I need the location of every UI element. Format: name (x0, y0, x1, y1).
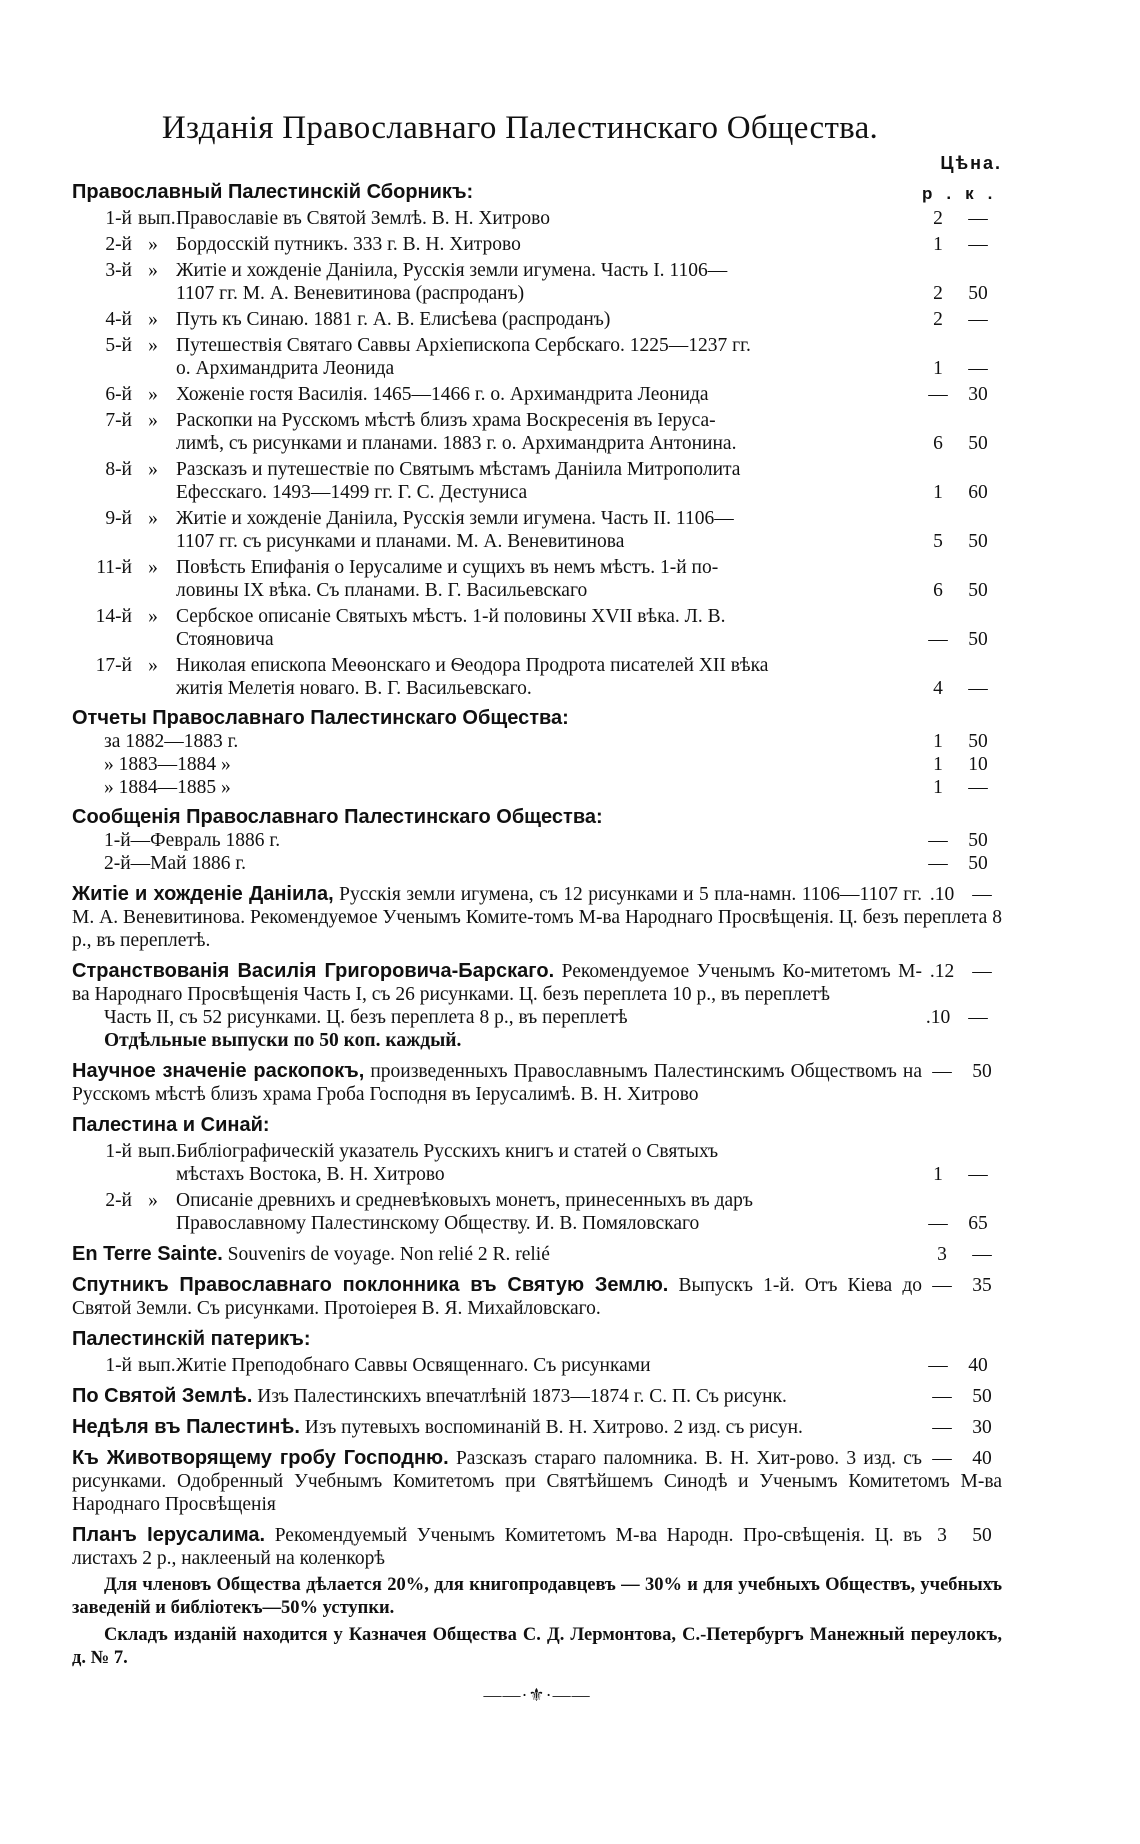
price (922, 1447, 1002, 1470)
price-kop: 50 (972, 1386, 992, 1407)
issue-mark: » (148, 1190, 158, 1211)
list-item-line (72, 409, 1002, 432)
item-text: Житіе Преподобнаго Саввы Освященнаго. Съ рисунками (176, 1355, 651, 1376)
price-kop: 35 (972, 1275, 992, 1296)
list-item (72, 852, 1002, 875)
item-number (72, 654, 176, 677)
entry-title: Къ Животворящему гробу Господню. (72, 1447, 449, 1469)
issue-number: 7-й (105, 410, 132, 431)
price-rub: — (928, 1213, 948, 1234)
issue-mark: » (148, 508, 158, 529)
price-rub: 1 (933, 234, 943, 255)
issue-number: 6-й (105, 384, 132, 405)
price-rub: — (928, 1355, 948, 1376)
item-text: за 1882—1883 г. (104, 731, 239, 752)
soobshcheniya-list (72, 829, 1002, 875)
entry-zhitie (72, 883, 1002, 952)
list-item-line (72, 628, 1002, 651)
issue-number: 14-й (95, 606, 132, 627)
entry-po-svyatoy (72, 1385, 1002, 1408)
item-text: Путь къ Синаю. 1881 г. А. В. Елисѣева (распроданъ) (176, 309, 611, 330)
issue-mark: » (148, 606, 158, 627)
list-item-line (72, 233, 1002, 256)
currency-units (922, 182, 1007, 206)
item-text: 1107 гг. М. А. Веневитинова (распроданъ) (176, 283, 525, 304)
price-kop: 50 (968, 830, 988, 851)
item-text: Сербское описаніе Святыхъ мѣстъ. 1-й половины XVII вѣка. Л. В. (176, 606, 726, 627)
price-rub: .10 (929, 884, 955, 905)
item-number (72, 308, 176, 331)
list-item-line (72, 507, 1002, 530)
price-rub: 3 (937, 1244, 947, 1265)
price-rub: — (928, 853, 948, 874)
item-text: 1107 гг. съ рисунками и планами. М. А. Веневитинова (176, 531, 625, 552)
item-text: Житіе и хожденіе Даніила, Русскія земли игумена. Часть I. 1106— (176, 260, 728, 281)
list-item (72, 730, 1002, 753)
entry-title: En Terre Sainte. (72, 1243, 223, 1265)
price-column-header (72, 152, 1002, 174)
entry-body: Русскія земли игумена, съ 12 рисунками и 5 пла-намн. 1106—1107 гг. М. А. Веневитинова. Рекомендуемое Ученымъ Комите-томъ М-ва Народнаго Просвѣщенія. Ц. безъ переплета 8 р., въ переплетѣ. (72, 884, 1002, 951)
price (922, 1060, 1002, 1083)
list-item-line (72, 259, 1002, 282)
list-item-line (72, 383, 1002, 406)
entry-pateryk (72, 1328, 1002, 1377)
item-text: Путешествія Святаго Саввы Архіепископа Сербскаго. 1225—1237 гг. (176, 335, 751, 356)
price-kop: — (968, 1007, 988, 1028)
issue-mark: » (148, 234, 158, 255)
price-rub: .10 (925, 1007, 951, 1028)
price-kop: — (968, 678, 988, 699)
price-rub: 1 (933, 358, 943, 379)
price-rub: 2 (933, 208, 943, 229)
item-text: Раскопки на Русскомъ мѣстѣ близъ храма Воскресенія въ Іеруса- (176, 410, 716, 431)
price (922, 883, 1002, 906)
catalog-content (72, 152, 1007, 1707)
price-kop: — (968, 309, 988, 330)
item-text: Описаніе древнихъ и средневѣковыхъ монетъ, принесенныхъ въ даръ (176, 1190, 753, 1211)
price (922, 1385, 1002, 1408)
issue-mark: » (148, 309, 158, 330)
entry-title: Недѣля въ Палестинѣ. (72, 1416, 300, 1438)
entry-title: Житіе и хожденіе Даніила, (72, 883, 334, 905)
entry-sputnik (72, 1274, 1002, 1320)
section-heading-sbornik (72, 180, 1007, 204)
issue-mark: » (148, 410, 158, 431)
price-rub: 1 (933, 731, 943, 752)
item-number (72, 458, 176, 481)
issue-number: 3-й (105, 260, 132, 281)
issue-number: 1-й (105, 1355, 132, 1376)
item-text: 2-й—Май 1886 г. (104, 853, 247, 874)
price-kop: — (968, 777, 988, 798)
list-item-line (72, 605, 1002, 628)
entry-palestina (72, 1114, 1002, 1235)
list-item (72, 753, 1002, 776)
price (922, 1274, 1002, 1297)
item-number (72, 1189, 176, 1212)
price (922, 1243, 1002, 1266)
item-text: Николая епископа Меѳонскаго и Ѳеодора Продрота писателей XII вѣка (176, 655, 769, 676)
price (922, 1416, 1002, 1439)
price (922, 960, 1002, 983)
warehouse-note: Складъ изданій находится у Казначея Общества С. Д. Лермонтова, С.-Петербургъ Манежный переулокъ, д. № 7. (72, 1625, 1002, 1668)
price-kop: 40 (972, 1448, 992, 1469)
sbornik-list (72, 207, 1002, 700)
price-rub: — (928, 384, 948, 405)
item-number (72, 334, 176, 357)
item-text: Православному Палестинскому Обществу. И. В. Помяловскаго (176, 1213, 700, 1234)
price-rub: 1 (933, 482, 943, 503)
price-kop: 50 (972, 1061, 992, 1082)
list-item-line (72, 432, 1002, 455)
price-rub: — (932, 1386, 952, 1407)
issue-mark: » (148, 260, 158, 281)
list-item-line (72, 458, 1002, 481)
price-kop: — (972, 884, 992, 905)
issue-number: 8-й (105, 459, 132, 480)
list-item-line (72, 1212, 1002, 1235)
item-number (72, 207, 176, 230)
price-kop: 10 (968, 754, 988, 775)
entry-plan (72, 1524, 1002, 1570)
list-item-line (72, 1354, 1002, 1377)
item-number (72, 259, 176, 282)
item-text: Повѣсть Епифанія о Іерусалиме и сущихъ въ немъ мѣстъ. 1-й по- (176, 557, 719, 578)
list-item-line (72, 207, 1002, 230)
entry-k-zhivotvoryashchemu (72, 1447, 1002, 1516)
entry-terre (72, 1243, 1002, 1266)
list-item-line (72, 677, 1002, 700)
list-item-line (72, 530, 1002, 553)
entry-body: произведенныхъ Православнымъ Палестинскимъ Обществомъ на Русскомъ мѣстѣ близъ храма Гроба Господня въ Іерусалимѣ. В. Н. Хитрово (72, 1061, 922, 1105)
entry-nedelya (72, 1416, 1002, 1439)
price-rub: 6 (933, 580, 943, 601)
item-text: Библіографическій указатель Русскихъ книгъ и статей о Святыхъ (176, 1141, 719, 1162)
item-number (72, 605, 176, 628)
price-kop: 40 (968, 1355, 988, 1376)
page-title: Изданія Православнаго Палестинскаго Общества. (161, 110, 879, 146)
item-number (72, 556, 176, 579)
issue-number: 2-й (105, 234, 132, 255)
item-text: Православіе въ Святой Землѣ. В. Н. Хитрово (176, 208, 550, 229)
price-kop: — (968, 358, 988, 379)
list-item-line (72, 282, 1002, 305)
list-item (72, 829, 1002, 852)
price-kop: — (968, 1164, 988, 1185)
list-item-line (72, 308, 1002, 331)
price-kop: 65 (968, 1213, 988, 1234)
end-ornament: ——·⚜·—— (483, 1685, 591, 1705)
price-rub: — (928, 629, 948, 650)
item-number (72, 233, 176, 256)
price-kop: — (972, 961, 992, 982)
part2-text: Часть II, съ 52 рисунками. Ц. безъ переплета 8 р., въ переплетѣ (104, 1007, 628, 1028)
entry-title: Палестина и Синай: (72, 1114, 270, 1136)
entry-title: По Святой Землѣ. (72, 1385, 253, 1407)
entry-title: Странствованія Василія Григоровича-Барскаго. (72, 960, 555, 982)
list-item-line (72, 357, 1002, 380)
list-item-line (72, 654, 1002, 677)
section-title: Православный Палестинскій Сборникъ: (72, 181, 474, 203)
price-rub: 6 (933, 433, 943, 454)
issue-number: 4-й (105, 309, 132, 330)
entry-body: Рекомендуемый Ученымъ Комитетомъ М-ва Народн. Про-свѣщенія. Ц. въ листахъ 2 р., наклееный на коленкорѣ (72, 1525, 922, 1569)
entry-title: Научное значеніе раскопокъ, (72, 1060, 365, 1082)
item-text: Житіе и хожденіе Даніила, Русскія земли игумена. Часть II. 1106— (176, 508, 734, 529)
price-kop: — (972, 1244, 992, 1265)
price-kop: — (968, 208, 988, 229)
item-text: Стояновича (176, 629, 274, 650)
price-rub: — (932, 1061, 952, 1082)
price-rub: 1 (933, 777, 943, 798)
item-number (72, 1354, 176, 1377)
price-kop: 50 (968, 283, 988, 304)
item-text: Хоженіе гостя Василія. 1465—1466 г. о. Архимандрита Леонида (176, 384, 709, 405)
section-heading-soobshcheniya: Сообщенія Православнаго Палестинскаго Общества: (72, 806, 603, 828)
item-text: ловины IX вѣка. Съ планами. В. Г. Васильевскаго (176, 580, 588, 601)
issue-mark: вып. (138, 1355, 176, 1376)
entry-note: Отдѣльные выпуски по 50 коп. каждый. (104, 1030, 462, 1051)
price-kop: 30 (972, 1417, 992, 1438)
discount-note: Для членовъ Общества дѣлается 20%, для книгопродавцевъ — 30% и для учебныхъ Обществъ, учебныхъ заведеній и библіотекъ—50% уступки. (72, 1575, 1002, 1618)
price-kop: 50 (968, 531, 988, 552)
entry-body: Изъ Палестинскихъ впечатлѣній 1873—1874 г. С. П. Съ рисунк. (252, 1386, 787, 1407)
item-number (72, 409, 176, 432)
entry-nauchnoe (72, 1060, 1002, 1106)
list-item-line (72, 481, 1002, 504)
list-item-line (72, 1163, 1002, 1186)
item-text: Ефесскаго. 1493—1499 гг. Г. С. Дестуниса (176, 482, 528, 503)
price-kop: 50 (968, 433, 988, 454)
price-rub: 3 (937, 1525, 947, 1546)
price-rub: 5 (933, 531, 943, 552)
entry-body: Выпускъ 1-й. Отъ Кіева до Святой Земли. Съ рисунками. Протоіерея В. Я. Михайловскаго. (72, 1275, 922, 1319)
price-rub: 2 (933, 309, 943, 330)
issue-number: 5-й (105, 335, 132, 356)
item-text: лимѣ, съ рисунками и планами. 1883 г. о. Архимандрита Антонина. (176, 433, 737, 454)
issue-number: 17-й (95, 655, 132, 676)
price-rub: — (928, 830, 948, 851)
price-rub: .12 (929, 961, 955, 982)
issue-mark: » (148, 335, 158, 356)
price-kop: 50 (968, 629, 988, 650)
issue-mark: вып. (138, 1141, 176, 1162)
price-rub: — (932, 1417, 952, 1438)
item-text: мѣстахъ Востока, В. Н. Хитрово (176, 1164, 445, 1185)
item-number (72, 383, 176, 406)
entry-body: Разсказъ стараго паломника. В. Н. Хит-рово. 3 изд. съ рисунками. Одобренный Учебнымъ Комитетомъ при Святѣйшемъ Синодѣ и Ученымъ Комитетомъ М-ва Народнаго Просвѣщенія (72, 1448, 1002, 1515)
issue-mark: » (148, 655, 158, 676)
price-rub: 1 (933, 754, 943, 775)
item-number (72, 1140, 176, 1163)
issue-number: 9-й (105, 508, 132, 529)
palestina-list (72, 1140, 1002, 1235)
item-text: Бордосскій путникъ. 333 г. В. Н. Хитрово (176, 234, 521, 255)
price-rub: — (932, 1448, 952, 1469)
pateryk-list (72, 1354, 1002, 1377)
price-kop: 50 (968, 731, 988, 752)
price (922, 1524, 1002, 1547)
issue-mark: » (148, 557, 158, 578)
item-text: 1-й—Февраль 1886 г. (104, 830, 281, 851)
price-label: Цѣна. (940, 153, 1002, 173)
issue-number: 11-й (96, 557, 132, 578)
item-text: о. Архимандрита Леонида (176, 358, 395, 379)
entry-title: Палестинскій патерикъ: (72, 1328, 311, 1350)
price-kop: 60 (968, 482, 988, 503)
item-text: житія Мелетія новаго. В. Г. Васильевскаго. (176, 678, 532, 699)
rub-label: р. (922, 184, 966, 203)
list-item-line (72, 579, 1002, 602)
entry-title: Планъ Іерусалима. (72, 1524, 266, 1546)
item-number (72, 507, 176, 530)
entry-part2 (72, 1006, 1002, 1029)
price-kop: — (968, 234, 988, 255)
entry-stranstvovaniya (72, 960, 1002, 1052)
section-heading-otchety: Отчеты Православнаго Палестинскаго Общества: (72, 707, 569, 729)
entry-body: Souvenirs de voyage. Non relié 2 R. relié (222, 1244, 550, 1265)
otchety-list (72, 730, 1002, 799)
price-rub: 4 (933, 678, 943, 699)
list-item-line (72, 1140, 1002, 1163)
list-item-line (72, 556, 1002, 579)
issue-number: 1-й (105, 1141, 132, 1162)
issue-mark: вып. (138, 208, 176, 229)
price-rub: 1 (933, 1164, 943, 1185)
entry-title: Спутникъ Православнаго поклонника въ Святую Землю. (72, 1274, 669, 1296)
issue-number: 2-й (105, 1190, 132, 1211)
issue-mark: » (148, 384, 158, 405)
issue-number: 1-й (105, 208, 132, 229)
item-text: » 1884—1885 » (104, 777, 231, 798)
price-kop: 50 (968, 580, 988, 601)
price-kop: 50 (972, 1525, 992, 1546)
price-rub: — (932, 1275, 952, 1296)
price-rub: 2 (933, 283, 943, 304)
list-item-line (72, 334, 1002, 357)
price-kop: 30 (968, 384, 988, 405)
issue-mark: » (148, 459, 158, 480)
list-item-line (72, 1189, 1002, 1212)
kop-label: к. (965, 184, 1007, 203)
list-item (72, 776, 1002, 799)
item-text: Разсказъ и путешествіе по Святымъ мѣстамъ Даніила Митрополита (176, 459, 741, 480)
entry-body: Изъ путевыхъ воспоминаній В. Н. Хитрово. 2 изд. съ рисун. (299, 1417, 803, 1438)
price-kop: 50 (968, 853, 988, 874)
item-text: » 1883—1884 » (104, 754, 231, 775)
entry-body: Рекомендуемое Ученымъ Ко-митетомъ М-ва Народнаго Просвѣщенія Часть I, съ 26 рисунками. Ц. безъ переплета 10 р., въ переплетѣ (72, 961, 922, 1005)
